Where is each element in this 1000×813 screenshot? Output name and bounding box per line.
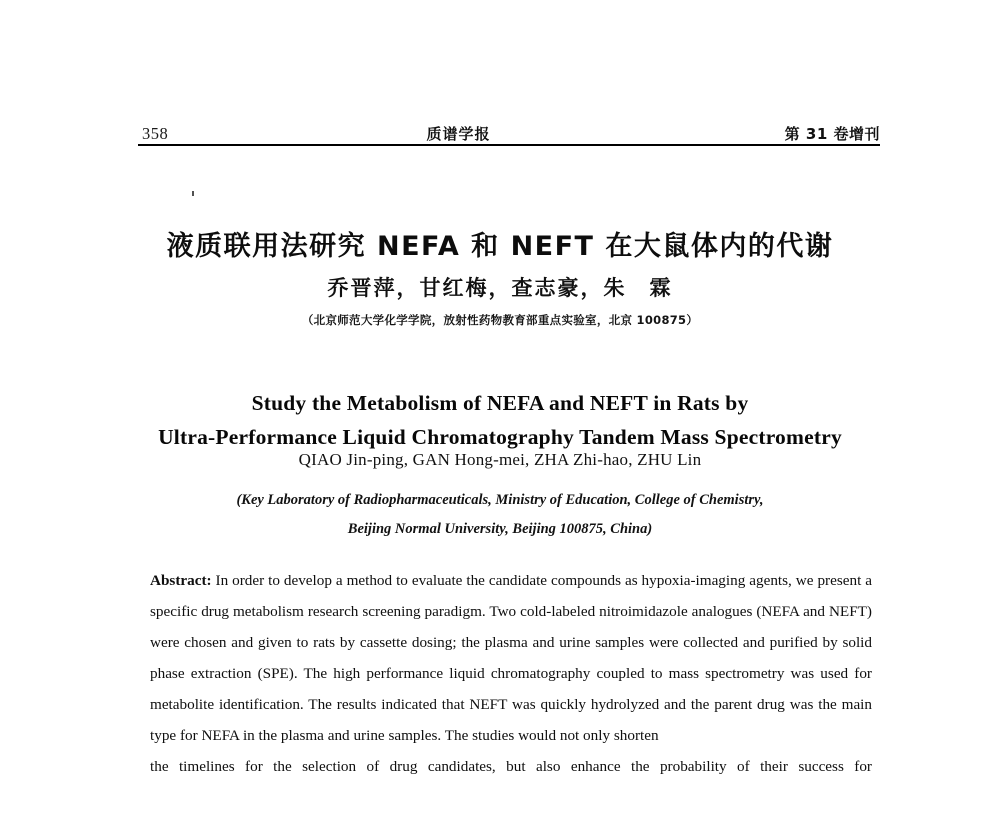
english-affiliation-line-2: Beijing Normal University, Beijing 100875, China) <box>347 521 653 537</box>
english-title-line-1: Study the Metabolism of NEFA and NEFT in Rats by <box>251 390 749 415</box>
chinese-title: 液质联用法研究 NEFA 和 NEFT 在大鼠体内的代谢 <box>166 231 834 263</box>
english-title-line-2: Ultra-Performance Liquid Chromatography Tandem Mass Spectrometry <box>158 424 842 449</box>
abstract-body: In order to develop a method to evaluate the candidate compounds as hypoxia-imaging agents, we present a specific drug metabolism research screening paradigm. Two cold-labeled nitroimidazole analogues (NEFA and NEFT) were chosen and given to rats by cassette dosing; the plasma and urine samples were collected and purified by solid phase extraction (SPE). The high performance liquid chromatography coupled to mass spectrometry was used for metabolite identification. The results indicated that NEFT was quickly hydrolyzed and the parent drug was the main type for NEFA in the plasma and urine samples. The studies would not only shorten <box>150 572 872 744</box>
abstract-section <box>150 565 872 813</box>
abstract-paragraph <box>150 565 872 813</box>
header-page-number: 358 <box>142 124 169 143</box>
scan-artifact-speck <box>192 191 194 196</box>
english-affiliation-line-1: (Key Laboratory of Radiopharmaceuticals, Ministry of Education, College of Chemistry, <box>236 492 764 508</box>
english-affiliation <box>0 486 1000 544</box>
header-journal-name: 质谱学报 <box>426 125 491 143</box>
running-header <box>138 118 880 144</box>
header-volume-info: 第 31 卷增刊 <box>784 125 880 143</box>
english-authors: QIAO Jin-ping, GAN Hong-mei, ZHA Zhi-hao, ZHU Lin <box>298 450 702 469</box>
english-title <box>0 386 1000 454</box>
abstract-last-line: the timelines for the selection of drug candidates, but also enhance the probability of their success for <box>150 758 872 775</box>
header-divider-rule <box>138 144 880 146</box>
chinese-authors: 乔晋萍，甘红梅，查志豪，朱 霖 <box>327 275 673 300</box>
chinese-affiliation: （北京师范大学化学学院，放射性药物教育部重点实验室，北京 100875） <box>301 313 699 327</box>
abstract-label: Abstract: <box>150 572 212 589</box>
